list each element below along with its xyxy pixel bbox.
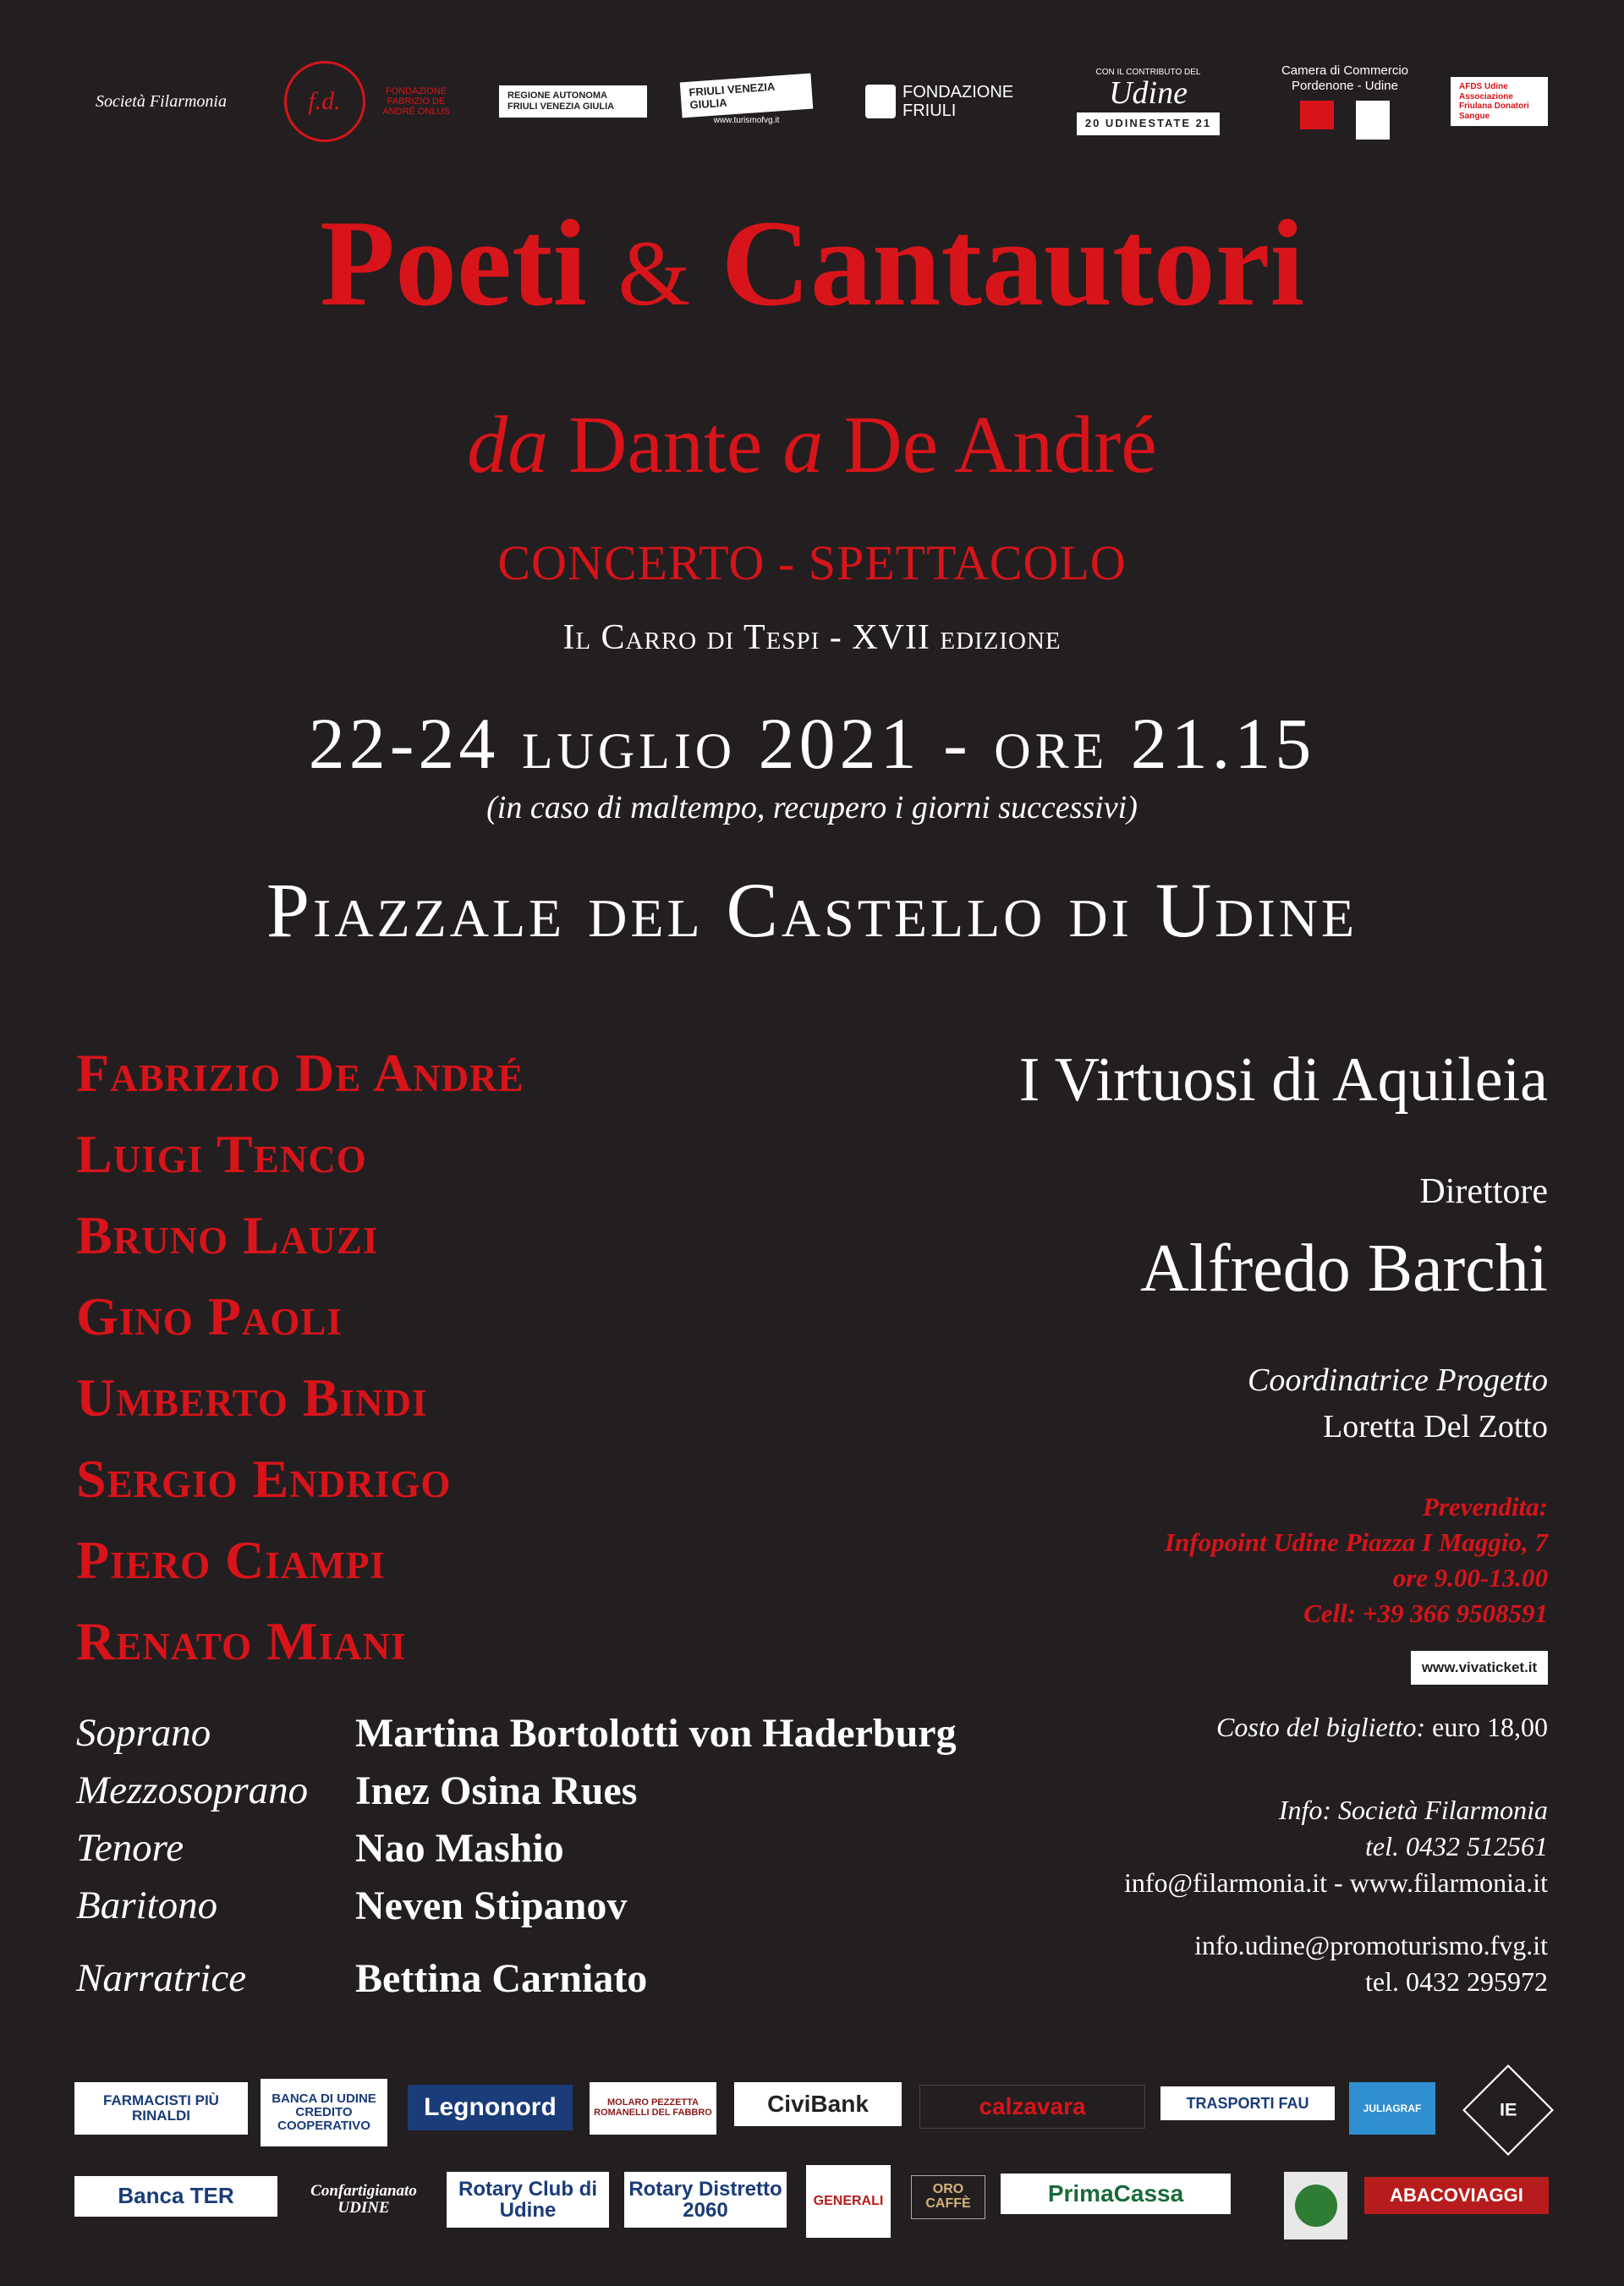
camera-seal-icon xyxy=(1356,101,1390,140)
fvg-text: FRIULI VENEZIA GIULIA xyxy=(680,73,814,118)
filarmonia-logo-text: Società Filarmonia xyxy=(96,91,227,111)
poster-subtitle xyxy=(0,399,1624,490)
udine-logo xyxy=(1057,59,1239,144)
artist-item: Renato Miani xyxy=(76,1611,407,1671)
udinestate-text: 20 UDINESTATE 21 xyxy=(1077,112,1220,135)
sponsor-logo: Rotary Distretto 2060 xyxy=(624,2172,787,2228)
director-name: Alfredo Barchi xyxy=(1139,1231,1548,1306)
sponsor-logo: FARMACISTI PIÙ RINALDI xyxy=(74,2082,248,2135)
fondazione-dandre-logo xyxy=(283,59,461,144)
cast-role: Baritono xyxy=(76,1883,218,1927)
ticket-label: Costo del biglietto: xyxy=(1216,1712,1426,1742)
info-email-promoturismo: info.udine@promoturismo.fvg.it xyxy=(1194,1930,1548,1960)
sponsor-logo: Confartigianato UDINE xyxy=(292,2170,436,2229)
camera-text: Camera di Commercio Pordenone - Udine xyxy=(1281,63,1409,93)
sponsor-logo: CiviBank xyxy=(734,2082,902,2126)
cast-name: Nao Mashio xyxy=(355,1826,564,1871)
info-tel: tel. 0432 512561 xyxy=(1365,1831,1548,1861)
sponsor-ie-text: IE xyxy=(1499,2099,1517,2120)
sponsor-logo: BANCA DI UDINE CREDITO COOPERATIVO xyxy=(261,2079,387,2146)
poster-title xyxy=(0,195,1624,332)
title-cantautori: Cantautori xyxy=(721,195,1305,332)
sponsor-logo: GENERALI xyxy=(806,2165,891,2238)
fondazione-friuli-icon xyxy=(865,85,896,118)
cast-role: Narratrice xyxy=(76,1956,247,2000)
subtitle-deandre: De André xyxy=(843,399,1157,490)
fondazione-friuli-logo xyxy=(850,59,1036,144)
udine-text: Udine xyxy=(1109,75,1188,112)
artist-item: Fabrizio De André xyxy=(76,1043,524,1103)
presale-cell: Cell: +39 366 9508591 xyxy=(1303,1598,1548,1628)
udine-contrib-text: CON IL CONTRIBUTO DEL xyxy=(1095,68,1201,78)
afds-logo xyxy=(1451,59,1548,144)
info-tel-promoturismo: tel. 0432 295972 xyxy=(1365,1966,1548,1997)
turismo-fvg-logo xyxy=(681,59,812,144)
artist-item: Sergio Endrigo xyxy=(76,1449,452,1509)
presale-hours: ore 9.00-13.00 xyxy=(1392,1563,1548,1593)
regione-text: REGIONE AUTONOMA FRIULI VENEZIA GIULIA xyxy=(499,85,647,117)
sponsor-logo: TRASPORTI FAU xyxy=(1160,2086,1335,2120)
cast-role: Soprano xyxy=(76,1711,211,1755)
title-ampersand: & xyxy=(617,222,691,325)
cast-name: Martina Bortolotti von Haderburg xyxy=(355,1711,957,1756)
sponsor-logo xyxy=(1462,2064,1554,2156)
presale-label: Prevendita: xyxy=(1422,1492,1548,1521)
regione-fvg-logo xyxy=(499,59,647,144)
camera-commercio-logo xyxy=(1260,59,1429,144)
title-poeti: Poeti xyxy=(319,195,588,332)
info-web: info@filarmonia.it - www.filarmonia.it xyxy=(1123,1867,1548,1898)
fondazione-text: FONDAZIONE FABRIZIO DE ANDRÉ ONLUS xyxy=(382,86,450,117)
afds-text: AFDS Udine Associazione Friulana Donatori Sangue xyxy=(1451,77,1548,126)
artist-item: Luigi Tenco xyxy=(76,1124,367,1184)
subtitle-a: a xyxy=(782,399,824,490)
subtitle-da: da xyxy=(467,399,549,490)
artist-item: Umberto Bindi xyxy=(76,1368,428,1428)
ticket-price xyxy=(1216,1712,1548,1743)
cast-name: Inez Osina Rues xyxy=(355,1768,638,1813)
event-venue: Piazzale del Castello di Udine xyxy=(266,867,1358,953)
presale-place: Infopoint Udine Piazza I Maggio, 7 xyxy=(1164,1527,1548,1557)
sponsor-logo: Legnonord xyxy=(408,2085,573,2130)
coordinator-name: Loretta Del Zotto xyxy=(1323,1409,1548,1445)
vivaticket-logo: www.vivaticket.it xyxy=(1411,1651,1548,1685)
ensemble-name: I Virtuosi di Aquileia xyxy=(1018,1045,1548,1115)
camera-red-icon xyxy=(1300,101,1334,129)
sponsor-logo: calzavara xyxy=(919,2085,1145,2129)
sponsor-logo: ORO CAFFÈ xyxy=(911,2175,985,2219)
fvg-url: www.turismofvg.it xyxy=(713,116,780,126)
rain-note: (in caso di maltempo, recupero i giorni successivi) xyxy=(486,790,1138,825)
camera-icons xyxy=(1300,101,1390,140)
series-label: Il Carro di Tespi - XVII edizione xyxy=(562,618,1062,657)
sponsor-logo: Rotary Club di Udine xyxy=(447,2172,609,2228)
fondazione-friuli-text: FONDAZIONE FRIULI xyxy=(903,83,1014,120)
sponsor-green-emblem-icon xyxy=(1295,2185,1337,2227)
fondazione-mark: f.d. xyxy=(284,61,365,142)
sponsor-logo: ABACOVIAGGI xyxy=(1364,2177,1549,2214)
sponsor-logo xyxy=(1284,2172,1347,2239)
coordinator-label: Coordinatrice Progetto xyxy=(1248,1362,1548,1398)
filarmonia-logo xyxy=(74,59,248,144)
sponsor-logo: PrimaCassa xyxy=(1001,2174,1231,2214)
artist-item: Gino Paoli xyxy=(76,1286,343,1346)
subtitle-dante: Dante xyxy=(568,399,763,490)
cast-name: Bettina Carniato xyxy=(355,1956,648,2001)
artist-item: Piero Ciampi xyxy=(76,1530,386,1590)
sponsor-logo: JULIAGRAF xyxy=(1349,2082,1435,2135)
info-label: Info: Società Filarmonia xyxy=(1278,1795,1548,1825)
ticket-value: euro 18,00 xyxy=(1432,1712,1548,1742)
director-label: Direttore xyxy=(1419,1172,1548,1211)
cast-name: Neven Stipanov xyxy=(355,1883,628,1928)
cast-role: Mezzosoprano xyxy=(76,1768,309,1812)
sponsor-logo: MOLARO PEZZETTA ROMANELLI DEL FABBRO xyxy=(590,2082,716,2135)
event-date: 22-24 luglio 2021 - ore 21.15 xyxy=(308,703,1316,784)
cast-role: Tenore xyxy=(76,1826,184,1870)
artist-item: Bruno Lauzi xyxy=(76,1205,379,1265)
sponsor-logo: Banca TER xyxy=(74,2176,277,2217)
genre-label: CONCERTO - SPETTACOLO xyxy=(497,535,1127,590)
